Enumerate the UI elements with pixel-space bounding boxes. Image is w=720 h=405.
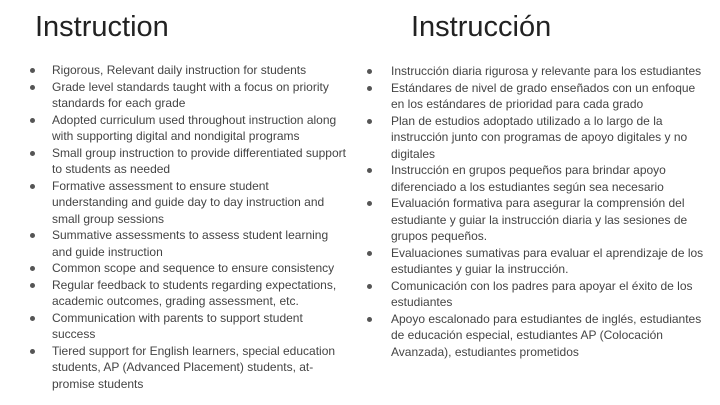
- list-item: [391, 113, 706, 163]
- list-item: [52, 277, 347, 310]
- english-bullet-list: [52, 62, 347, 392]
- list-item-text: Adopted curriculum used throughout instruction along with supporting digital and nondigital programs: [52, 112, 337, 143]
- list-item: [391, 63, 706, 80]
- bullet-icon: [367, 168, 372, 173]
- list-item-text: Instrucción en grupos pequeños para brindar apoyo diferenciado a los estudiantes según sea necesario: [391, 163, 666, 194]
- list-item: [52, 145, 347, 178]
- list-item: [52, 227, 347, 260]
- list-item: [391, 80, 706, 113]
- list-item-text: Formative assessment to ensure student understanding and guide day to day instruction and small group sessions: [52, 178, 325, 226]
- bullet-icon: [30, 316, 35, 321]
- list-item: [52, 62, 347, 79]
- list-item: [391, 195, 706, 245]
- list-item: [52, 343, 347, 393]
- list-item-text: Comunicación con los padres para apoyar el éxito de los estudiantes: [391, 278, 693, 309]
- english-title: Instruction: [35, 11, 169, 43]
- bullet-icon: [30, 151, 35, 156]
- list-item-text: Evaluaciones sumativas para evaluar el aprendizaje de los estudiantes y guiar la instrucción.: [391, 245, 704, 276]
- list-item: [391, 245, 706, 278]
- spanish-bullet-list: [391, 63, 706, 360]
- list-item: [391, 162, 706, 195]
- bullet-icon: [30, 349, 35, 354]
- list-item: [52, 178, 347, 228]
- bullet-icon: [30, 118, 35, 123]
- list-item: [52, 310, 347, 343]
- list-item-text: Plan de estudios adoptado utilizado a lo largo de la instrucción junto con programas de apoyo digitales y no digitales: [391, 113, 688, 161]
- list-item-text: Rigorous, Relevant daily instruction for students: [52, 63, 307, 77]
- bullet-icon: [367, 69, 372, 74]
- list-item-text: Regular feedback to students regarding expectations, academic outcomes, grading assessment, etc.: [52, 277, 337, 308]
- list-item-text: Common scope and sequence to ensure consistency: [52, 261, 335, 275]
- bullet-icon: [367, 86, 372, 91]
- bullet-icon: [30, 184, 35, 189]
- list-item: [52, 112, 347, 145]
- list-item: [52, 79, 347, 112]
- list-item-text: Estándares de nivel de grado enseñados con un enfoque en los estándares de prioridad para cada grado: [391, 80, 696, 111]
- list-item: [391, 311, 706, 361]
- spanish-title: Instrucción: [411, 11, 552, 43]
- bullet-icon: [30, 85, 35, 90]
- list-item-text: Grade level standards taught with a focus on priority standards for each grade: [52, 79, 329, 110]
- list-item-text: Small group instruction to provide differentiated support to students as needed: [52, 145, 346, 176]
- bullet-icon: [367, 251, 372, 256]
- bullet-icon: [367, 284, 372, 289]
- list-item-text: Evaluación formativa para asegurar la comprensión del estudiante y guiar la instrucción diaria y las sesiones de grupos pequeños.: [391, 196, 688, 243]
- bullet-icon: [30, 283, 35, 288]
- bullet-icon: [30, 68, 35, 73]
- bullet-icon: [30, 233, 35, 238]
- bullet-icon: [367, 119, 372, 124]
- list-item: [52, 260, 347, 277]
- list-item: [391, 278, 706, 311]
- bullet-icon: [367, 201, 372, 206]
- bullet-icon: [30, 266, 35, 271]
- list-item-text: Summative assessments to assess student learning and guide instruction: [52, 228, 329, 259]
- list-item-text: Apoyo escalonado para estudiantes de inglés, estudiantes de educación especial, estudiantes AP (Colocación Avanzada), estudiantes prometidos: [391, 311, 702, 359]
- list-item-text: Tiered support for English learners, special education students, AP (Advanced Placement) students, at-promise students: [52, 343, 336, 391]
- list-item-text: Communication with parents to support student success: [52, 310, 303, 341]
- list-item-text: Instrucción diaria rigurosa y relevante para los estudiantes: [391, 64, 702, 78]
- bullet-icon: [367, 317, 372, 322]
